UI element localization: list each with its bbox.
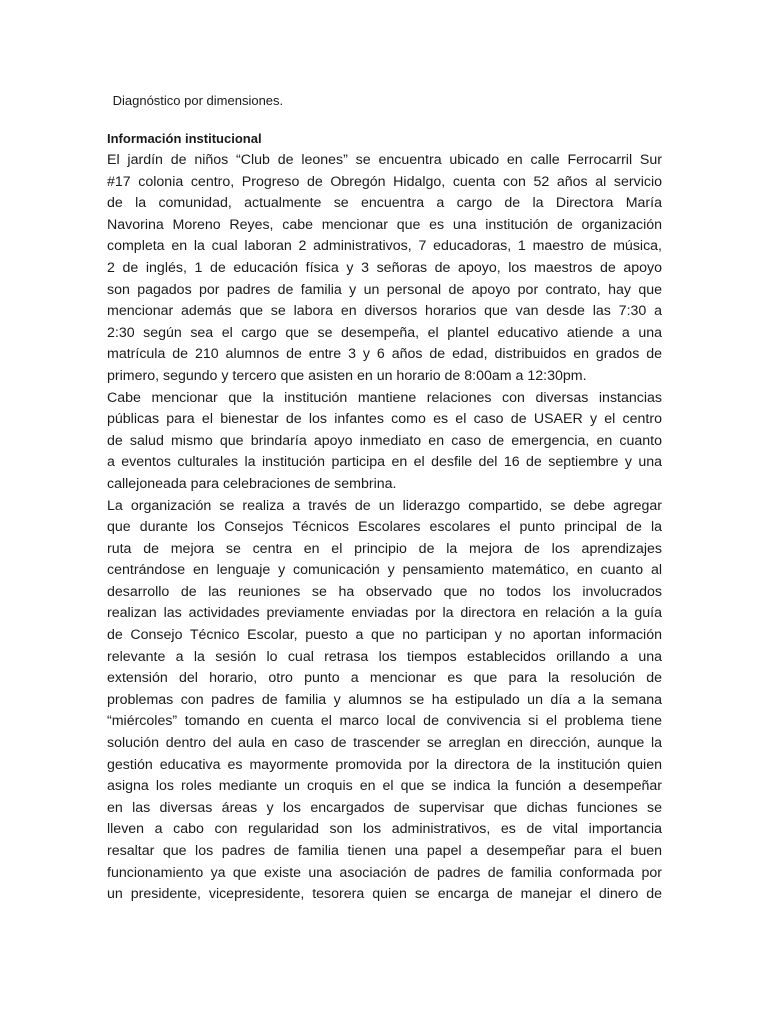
body-line: La organización se realiza a través de un liderazgo compartido, se debe agregar (107, 497, 662, 514)
body-line: primero, segundo y tercero que asisten en un horario de 8:00am a 12:30pm. (107, 367, 587, 384)
body-line: asigna los roles mediante un croquis en el que se indica la función a desempeñar (107, 778, 662, 795)
body-line: en las diversas áreas y los encargados de supervisar que dichas funciones se (107, 799, 662, 816)
body-line: de la comunidad, actualmente se encuentra a cargo de la Directora María (107, 195, 662, 212)
body-line: que durante los Consejos Técnicos Escolares escolares el punto principal de la (107, 519, 662, 536)
body-line: callejoneada para celebraciones de sembrina. (107, 475, 397, 492)
body-line: matrícula de 210 alumnos de entre 3 y 6 años de edad, distribuidos en grados de (107, 346, 662, 363)
document-body (107, 150, 662, 906)
body-line: 2 de inglés, 1 de educación física y 3 señoras de apoyo, los maestros de apoyo (107, 259, 662, 276)
body-line: ruta de mejora se centra en el principio de la mejora de los aprendizajes (107, 540, 662, 557)
body-line: 2:30 según sea el cargo que se desempeña, el plantel educativo atiende a una (107, 324, 662, 341)
body-line: gestión educativa es mayormente promovida por la directora de la institución quien (107, 756, 662, 773)
body-line: El jardín de niños “Club de leones” se encuentra ubicado en calle Ferrocarril Sur (107, 152, 662, 168)
document-heading: Diagnóstico por dimensiones. (109, 93, 284, 108)
body-line: de salud mismo que brindaría apoyo inmediato en caso de emergencia, en cuanto (107, 432, 662, 449)
body-line: relevante a la sesión lo cual retrasa los tiempos establecidos orillando a una (107, 648, 662, 665)
body-line: completa en la cual laboran 2 administrativos, 7 educadoras, 1 maestro de música, (107, 238, 662, 255)
body-line: desarrollo de las reuniones se ha observado que no todos los involucrados (107, 583, 662, 600)
body-line: centrándose en lenguaje y comunicación y pensamiento matemático, en cuanto al (107, 562, 662, 579)
body-line: públicas para el bienestar de los infantes como es el caso de USAER y el centro (107, 411, 662, 428)
body-line: un presidente, vicepresidente, tesorera quien se encarga de manejar el dinero de (107, 886, 662, 903)
body-line: mencionar además que se labora en diversos horarios que van desde las 7:30 a (107, 303, 662, 320)
body-line: funcionamiento ya que existe una asociación de padres de familia conformada por (107, 864, 662, 881)
body-line: #17 colonia centro, Progreso de Obregón Hidalgo, cuenta con 52 años al servicio (107, 173, 662, 190)
body-line: “miércoles” tomando en cuenta el marco local de convivencia si el problema tiene (107, 713, 662, 730)
body-line: solución dentro del aula en caso de trascender se arreglan en dirección, aunque la (107, 735, 662, 752)
body-line: de Consejo Técnico Escolar, puesto a que no participan y no aportan información (107, 627, 662, 644)
body-line: extensión del horario, otro punto a mencionar es que para la resolución de (107, 670, 662, 687)
body-line: Cabe mencionar que la institución mantiene relaciones con diversas instancias (107, 389, 662, 406)
body-line: lleven a cabo con regularidad son los administrativos, es de vital importancia (107, 821, 662, 838)
body-line: realizan las actividades previamente enviadas por la directora en relación a la guía (107, 605, 662, 622)
body-line: resaltar que los padres de familia tienen una papel a desempeñar para el buen (107, 843, 662, 859)
body-line: Navorina Moreno Reyes, cabe mencionar que es una institución de organización (107, 216, 662, 233)
section-title: Información institucional (107, 131, 262, 146)
body-line: problemas con padres de familia y alumnos se ha estipulado un día a la semana (107, 691, 662, 708)
body-line: son pagados por padres de familia y un personal de apoyo por contrato, hay que (107, 281, 662, 298)
body-line: a eventos culturales la institución participa en el desfile del 16 de septiembre y una (107, 454, 662, 471)
